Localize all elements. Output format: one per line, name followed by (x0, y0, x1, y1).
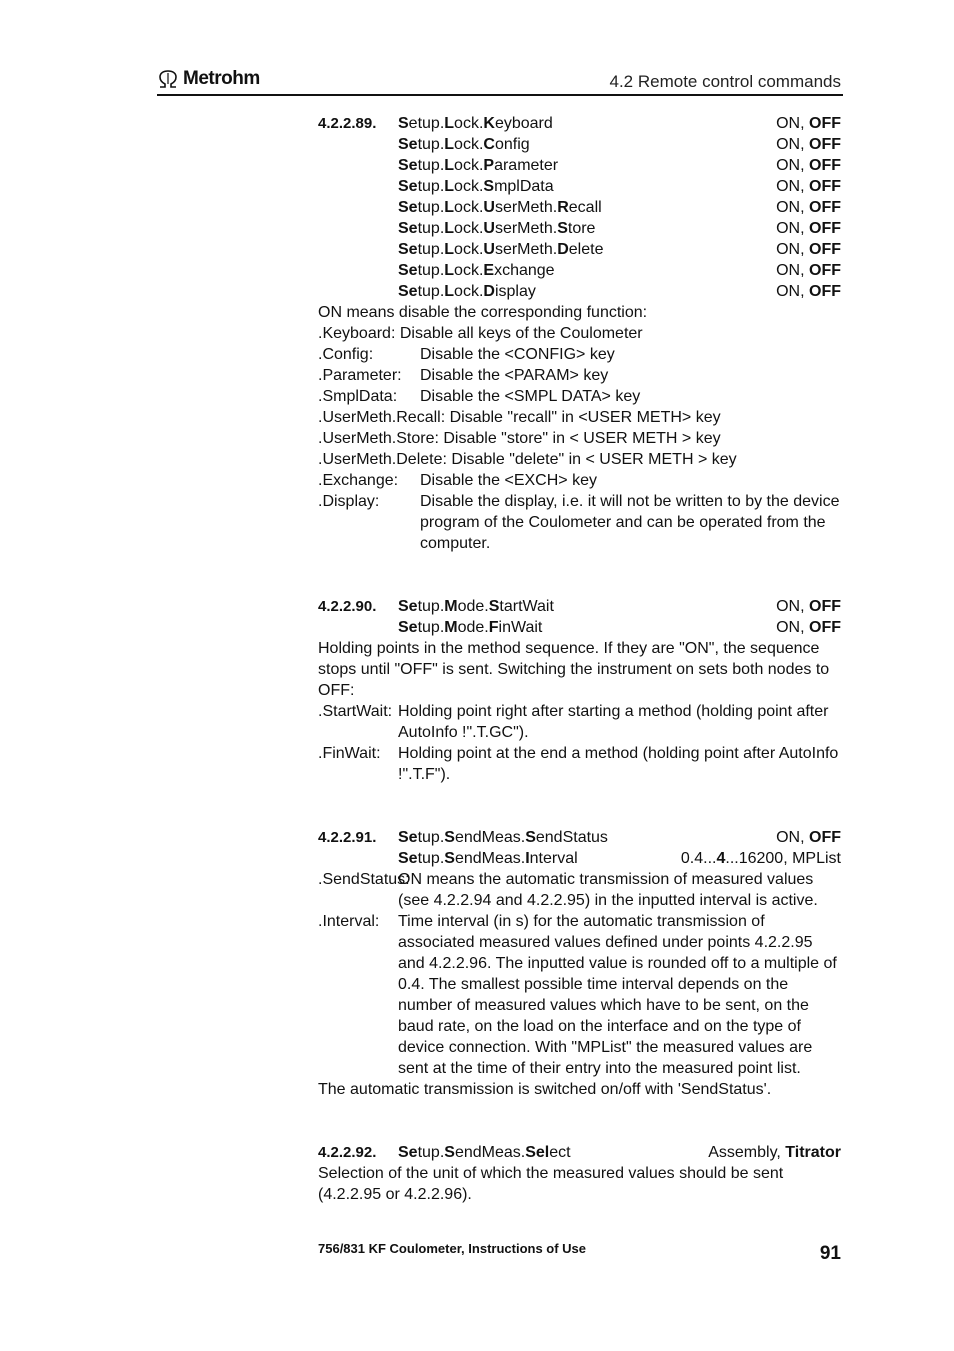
command-block-91 (318, 827, 843, 869)
command-part: etup. (408, 115, 445, 132)
document-title: 756/831 KF Coulometer, Instructions of Use (318, 1241, 587, 1256)
command-part: tup. (417, 850, 445, 867)
command-values (776, 281, 841, 302)
value-range: ...16200, MPList (725, 850, 841, 867)
command-part: mplData (494, 178, 554, 195)
command-part: tup. (417, 619, 445, 636)
command-part: M (444, 619, 458, 636)
command-values (776, 617, 841, 638)
command-part: serMeth. (494, 199, 558, 216)
definition-list-90 (318, 701, 843, 785)
command-part: isplay (494, 283, 536, 300)
usermeth-line: .UserMeth.Store: Disable "store" in < USER METH > key (318, 430, 721, 447)
command-part: S (444, 850, 455, 867)
command-part: U (483, 220, 495, 237)
command-part: ock. (454, 136, 484, 153)
command-row (318, 218, 843, 239)
command-part: tup. (417, 598, 445, 615)
command-values (776, 176, 841, 197)
command-part: eyboard (494, 115, 553, 132)
command-part: S (525, 829, 536, 846)
value-option: ON, (776, 136, 809, 153)
section-number: 4.2.2.91. (318, 829, 377, 846)
definition-item (318, 344, 843, 365)
command-part: F (488, 619, 499, 636)
command-part: Se (398, 178, 418, 195)
command-part: Se (398, 136, 418, 153)
command-part: ock. (454, 199, 484, 216)
command-part: C (483, 136, 495, 153)
command-part: L (444, 220, 455, 237)
command-part: S (483, 178, 495, 195)
value-range: 0.4... (680, 850, 717, 867)
command-part: tup. (417, 262, 445, 279)
command-part: ock. (454, 283, 484, 300)
command-part: Se (398, 1144, 418, 1161)
command-part: U (483, 241, 495, 258)
command-block-92 (318, 1142, 843, 1163)
definition-item (318, 386, 843, 407)
default-value: OFF (809, 178, 841, 195)
command-values (776, 260, 841, 281)
command-part: tore (567, 220, 596, 237)
usermeth-line: .UserMeth.Recall: Disable "recall" in <USER METH> key (318, 409, 721, 426)
command-part: ock. (454, 262, 484, 279)
command-part: ecall (568, 199, 602, 216)
command-row (318, 848, 843, 869)
command-part: R (557, 199, 569, 216)
command-part: tartWait (499, 598, 554, 615)
keyboard-definition: .Keyboard: Disable all keys of the Coulometer (318, 325, 643, 342)
command-part: ock. (454, 220, 484, 237)
command-part: Se (398, 619, 418, 636)
page-header (157, 66, 843, 96)
default-value: OFF (809, 262, 841, 279)
default-value: OFF (809, 829, 841, 846)
command-part: tup. (417, 1144, 445, 1161)
definition-description: Disable the <SMPL DATA> key (420, 388, 641, 405)
section-title: 4.2 Remote control commands (609, 72, 841, 91)
command-part: E (483, 262, 495, 279)
definition-item (318, 911, 843, 1079)
command-part: Sel (525, 1144, 550, 1161)
default-value: OFF (809, 619, 841, 636)
command-values (776, 827, 841, 848)
value-option: ON, (776, 262, 809, 279)
value-option: ON, (776, 598, 809, 615)
command-part: ode. (457, 619, 489, 636)
definition-term: .Parameter: (318, 367, 402, 384)
default-value: OFF (809, 136, 841, 153)
command-part: L (444, 178, 455, 195)
command-part: D (557, 241, 569, 258)
command-name (398, 596, 554, 617)
command-row (318, 239, 843, 260)
definition-description: Disable the display, i.e. it will not be written to by the device program of the Coulometer and can be operated from the computer. (420, 493, 840, 552)
default-value: OFF (809, 241, 841, 258)
command-part: Se (398, 241, 418, 258)
command-part: U (483, 199, 495, 216)
command-part: tup. (417, 283, 445, 300)
definition-description: ON means the automatic transmission of measured values (see 4.2.2.94 and 4.2.2.95) in the inputted interval is active. (398, 871, 818, 909)
holding-points-text: Holding points in the method sequence. If they are "ON", the sequence stops until "OFF" is sent. Switching the instrument on sets both nodes to OFF: (318, 640, 830, 699)
brand-logo (157, 68, 260, 90)
value-option: Assembly, (708, 1144, 786, 1161)
command-name (398, 617, 542, 638)
command-part: ect (549, 1144, 571, 1161)
intro-text: ON means disable the corresponding function: (318, 304, 648, 321)
command-part: L (444, 115, 455, 132)
definition-term: .Display: (318, 493, 380, 510)
command-values (776, 239, 841, 260)
command-part: serMeth. (494, 241, 558, 258)
command-part: onfig (494, 136, 530, 153)
section-number: 4.2.2.92. (318, 1144, 377, 1161)
command-part: Se (398, 829, 418, 846)
value-option: ON, (776, 199, 809, 216)
command-row (318, 617, 843, 638)
command-part: inWait (498, 619, 543, 636)
command-part: serMeth. (494, 220, 558, 237)
command-part: M (444, 598, 458, 615)
definition-description: Disable the <EXCH> key (420, 472, 597, 489)
command-part: ock. (454, 157, 484, 174)
command-name (398, 155, 558, 176)
default-value: OFF (809, 220, 841, 237)
command-values (708, 1142, 841, 1163)
value-option: ON, (776, 829, 809, 846)
value-option: ON, (776, 157, 809, 174)
command-part: endMeas. (454, 1144, 526, 1161)
command-row (318, 260, 843, 281)
command-part: Se (398, 850, 418, 867)
command-name (398, 827, 608, 848)
command-values (776, 134, 841, 155)
command-part: tup. (417, 829, 445, 846)
command-part: L (444, 199, 455, 216)
definition-description: Disable the <PARAM> key (420, 367, 609, 384)
command-row (318, 827, 843, 848)
command-part: Se (398, 598, 418, 615)
command-part: endMeas. (454, 850, 526, 867)
definition-term: .SendStatus: (318, 871, 410, 888)
command-part: Se (398, 220, 418, 237)
section-number: 4.2.2.89. (318, 115, 377, 132)
command-name (398, 218, 595, 239)
default-value: OFF (809, 199, 841, 216)
command-part: ock. (454, 178, 484, 195)
command-part: endStatus (535, 829, 608, 846)
default-value: OFF (809, 283, 841, 300)
definition-item (318, 365, 843, 386)
command-block-89 (318, 113, 843, 302)
command-row (318, 134, 843, 155)
command-part: elete (568, 241, 604, 258)
command-part: D (483, 283, 495, 300)
command-part: tup. (417, 136, 445, 153)
command-part: tup. (417, 199, 445, 216)
command-values (776, 155, 841, 176)
definition-description: Holding point right after starting a method (holding point after AutoInfo !".T.GC"). (398, 703, 829, 741)
command-part: P (483, 157, 495, 174)
command-part: I (525, 850, 530, 867)
default-value: 4 (716, 850, 726, 867)
command-block-90 (318, 596, 843, 638)
value-option: ON, (776, 619, 809, 636)
usermeth-line: .UserMeth.Delete: Disable "delete" in < USER METH > key (318, 451, 737, 468)
default-value: OFF (809, 598, 841, 615)
value-option: ON, (776, 220, 809, 237)
command-row (318, 281, 843, 302)
command-row (318, 155, 843, 176)
command-part: L (444, 157, 455, 174)
command-part: L (444, 241, 455, 258)
command-part: S (444, 1144, 455, 1161)
command-part: arameter (494, 157, 559, 174)
definition-item (318, 701, 843, 743)
command-part: L (444, 283, 455, 300)
command-part: tup. (417, 157, 445, 174)
omega-icon (157, 69, 179, 89)
value-option: ON, (776, 283, 809, 300)
command-values (681, 848, 841, 869)
definition-term: .Exchange: (318, 472, 399, 489)
command-part: L (444, 262, 455, 279)
command-name (398, 848, 578, 869)
definition-term: .StartWait: (318, 703, 393, 720)
definition-term: .FinWait: (318, 745, 381, 762)
command-name (398, 113, 553, 134)
logo-text: Metrohm (183, 68, 260, 89)
command-part: Se (398, 283, 418, 300)
value-option: ON, (776, 178, 809, 195)
command-values (776, 113, 841, 134)
definition-description: Disable the <CONFIG> key (420, 346, 615, 363)
command-part: ock. (454, 241, 484, 258)
definition-item (318, 869, 843, 911)
command-part: K (483, 115, 495, 132)
page-number: 91 (819, 1243, 841, 1264)
command-part: tup. (417, 241, 445, 258)
command-part: S (488, 598, 500, 615)
command-name (398, 197, 602, 218)
command-part: L (444, 136, 455, 153)
page-content (318, 113, 843, 1205)
select-description: Selection of the unit of which the measured values should be sent (4.2.2.95 or 4.2.2.96). (318, 1165, 784, 1203)
command-name (398, 134, 530, 155)
command-row (318, 176, 843, 197)
definition-term: .SmplData: (318, 388, 398, 405)
value-option: ON, (776, 115, 809, 132)
command-part: nterval (529, 850, 578, 867)
command-part: ode. (457, 598, 489, 615)
definition-list-89b (318, 470, 843, 554)
sendstatus-note: The automatic transmission is switched on/off with 'SendStatus'. (318, 1081, 772, 1098)
command-part: Se (398, 199, 418, 216)
definition-list-91 (318, 869, 843, 1079)
command-part: S (444, 829, 455, 846)
command-row (318, 113, 843, 134)
command-part: S (557, 220, 568, 237)
command-part: Se (398, 262, 418, 279)
value-option: ON, (776, 241, 809, 258)
command-part: xchange (494, 262, 555, 279)
definition-description: Holding point at the end a method (holding point after AutoInfo !".T.F"). (398, 745, 839, 783)
command-values (776, 218, 841, 239)
command-row (318, 197, 843, 218)
definition-description: Time interval (in s) for the automatic transmission of associated measured values defined under points 4.2.2.95 and 4.2.2.96. The inputted value is rounded off to a multiple of 0.4. The smallest possible time interval depends on the number of measured values which have to be sent, on the baud rate, on the load on the interface and on the type of device connection. With "MPList" the measured values are sent at the time of their entry into the measured point list. (398, 913, 837, 1077)
definition-item (318, 743, 843, 785)
default-value: OFF (809, 115, 841, 132)
section-number: 4.2.2.90. (318, 598, 377, 615)
command-part: endMeas. (454, 829, 526, 846)
command-name (398, 281, 536, 302)
command-row (318, 1142, 843, 1163)
command-part: tup. (417, 220, 445, 237)
command-part: ock. (454, 115, 484, 132)
command-part: S (398, 115, 409, 132)
command-name (398, 260, 555, 281)
command-name (398, 239, 603, 260)
command-part: tup. (417, 178, 445, 195)
command-part: Se (398, 157, 418, 174)
command-values (776, 197, 841, 218)
definition-term: .Config: (318, 346, 374, 363)
command-row (318, 596, 843, 617)
default-value: Titrator (785, 1144, 841, 1161)
command-values (776, 596, 841, 617)
command-name (398, 176, 554, 197)
definition-item (318, 470, 843, 491)
default-value: OFF (809, 157, 841, 174)
definition-item (318, 491, 843, 554)
definition-list-89 (318, 344, 843, 407)
definition-term: .Interval: (318, 913, 380, 930)
usermeth-lines (318, 407, 843, 470)
command-name (398, 1142, 571, 1163)
